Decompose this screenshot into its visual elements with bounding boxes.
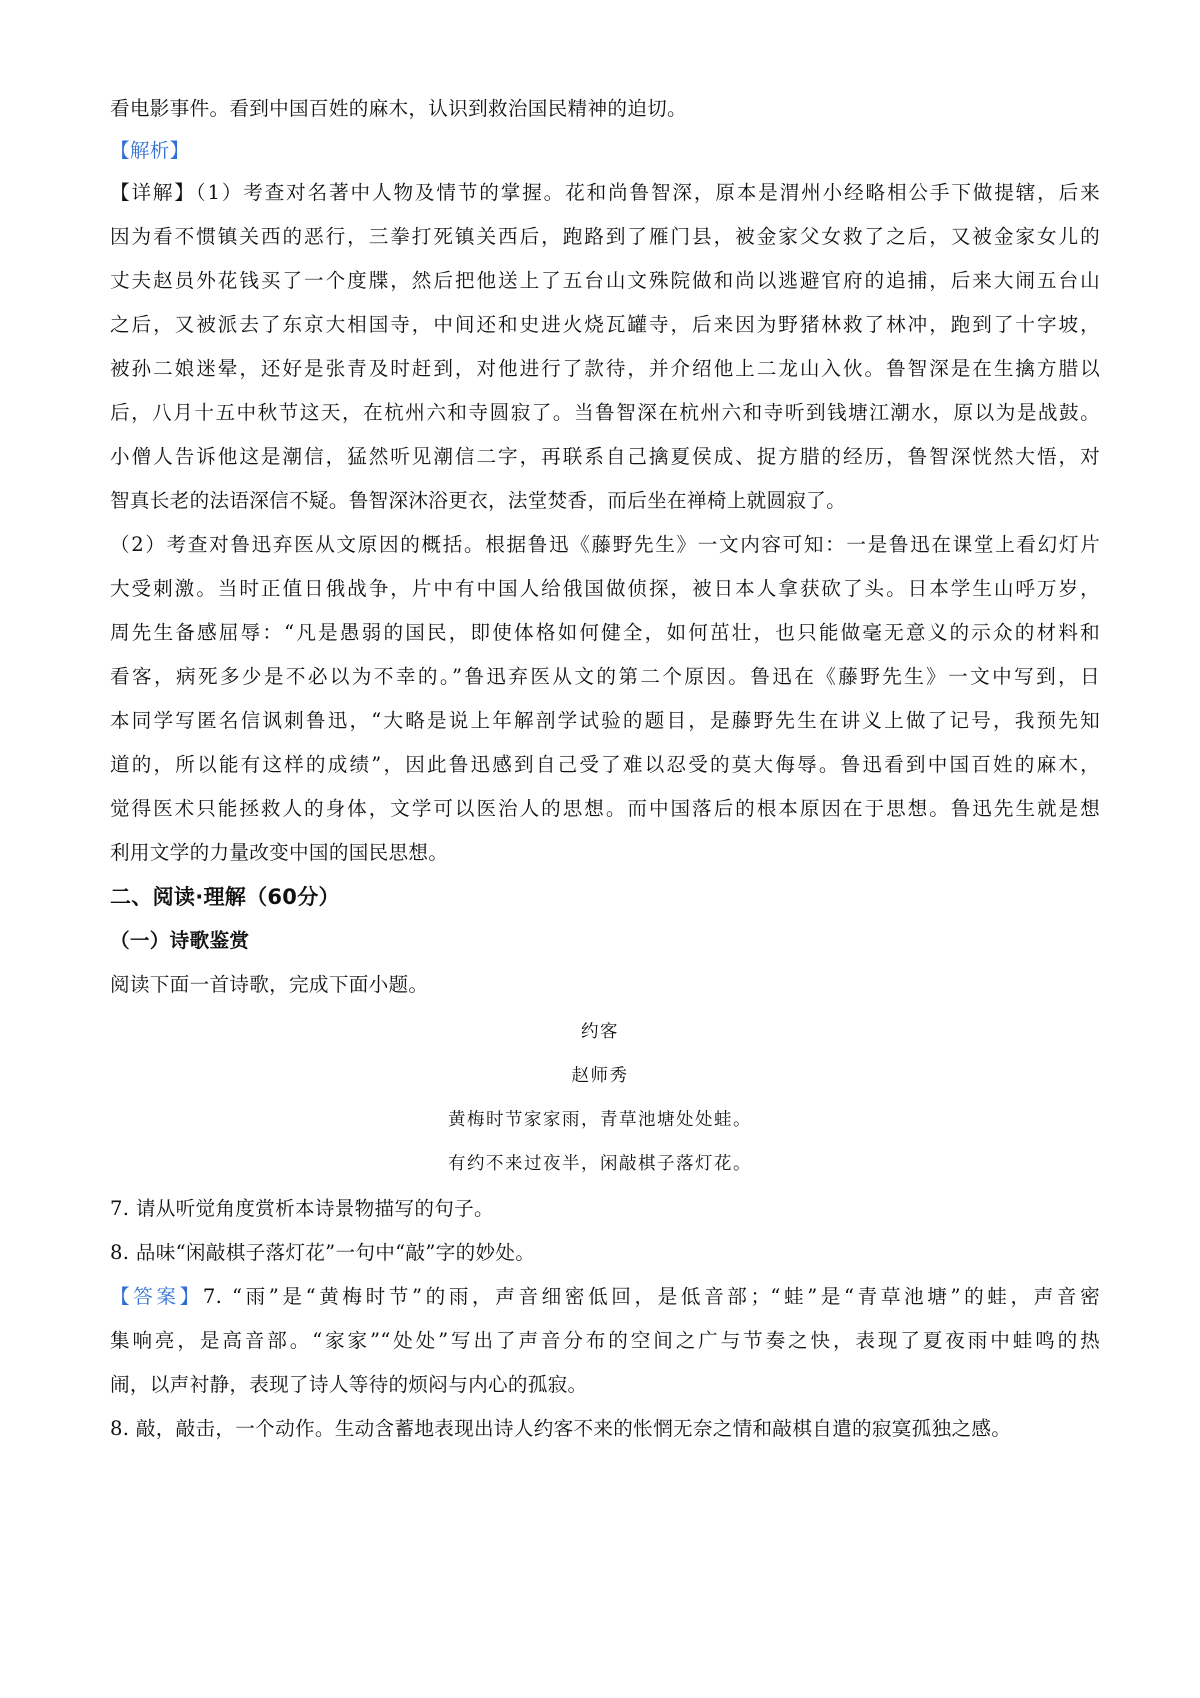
poem-line: 有约不来过夜半，闲敲棋子落灯花。 [448,1154,752,1174]
answer-line: 集响亮，是高音部。“家家”“处处”写出了声音分布的空间之广与节奏之快，表现了夏夜雨中蛙鸣的热 [110,1329,1100,1352]
detail-line: 小僧人告诉他这是潮信，猛然听见潮信二字，再联系自己擒夏侯成、捉方腊的经历，鲁智深恍然大悟，对 [110,445,1100,468]
poem-title: 约客 [581,1022,619,1042]
answer-text: 7. “雨”是“黄梅时节”的雨，声音细密低回，是低音部；“蛙”是“青草池塘”的蛙，声音密 [202,1285,1100,1308]
answer-line: 闹，以声衬静，表现了诗人等待的烦闷与内心的孤寂。 [110,1373,588,1396]
answer-line-8: 8. 敲，敲击，一个动作。生动含蓄地表现出诗人约客不来的怅惘无奈之情和敲棋自遣的寂寞孤独之感。 [110,1417,1012,1440]
poem-line: 黄梅时节家家雨，青草池塘处处蛙。 [448,1110,752,1130]
section-title: 二、阅读·理解（60分） [110,885,340,909]
detail-line: 被孙二娘迷晕，还好是张青及时赶到，对他进行了款待，并介绍他上二龙山入伙。鲁智深是在生擒方腊以 [110,357,1100,380]
question-8: 8. 品味“闲敲棋子落灯花”一句中“敲”字的妙处。 [110,1241,536,1264]
question-7: 7. 请从听觉角度赏析本诗景物描写的句子。 [110,1197,494,1220]
detail-line: 大受刺激。当时正值日俄战争，片中有中国人给俄国做侦探，被日本人拿获砍了头。日本学生山呼万岁， [110,577,1100,600]
detail-label: 【详解】 [110,181,196,204]
detail-line: （2）考查对鲁迅弃医从文原因的概括。根据鲁迅《藤野先生》一文内容可知：一是鲁迅在课堂上看幻灯片 [110,533,1100,556]
analysis-heading: 【解析】 [110,139,190,162]
detail-line: 丈夫赵员外花钱买了一个度牒，然后把他送上了五台山文殊院做和尚以逃避官府的追捕，后来大闹五台山 [110,269,1100,292]
detail-line: 本同学写匿名信讽刺鲁迅，“大略是说上年解剖学试验的题目，是藤野先生在讲义上做了记号，我预先知 [110,709,1100,732]
subsection-title: （一）诗歌鉴赏 [110,929,250,952]
detail-line: 看客，病死多少是不必以为不幸的。”鲁迅弃医从文的第二个原因。鲁迅在《藤野先生》一文中写到，日 [110,665,1100,688]
detail-line: 周先生备感屈辱：“凡是愚弱的国民，即使体格如何健全，如何茁壮，也只能做毫无意义的示众的材料和 [110,621,1100,644]
instruction: 阅读下面一首诗歌，完成下面小题。 [110,973,429,996]
detail-line [110,178,1100,208]
text-line: 看电影事件。看到中国百姓的麻木，认识到救治国民精神的迫切。 [110,97,687,120]
detail-line: 道的，所以能有这样的成绩”，因此鲁迅感到自己受了难以忍受的莫大侮辱。鲁迅看到中国百姓的麻木， [110,753,1100,776]
detail-line: 之后，又被派去了东京大相国寺，中间还和史进火烧瓦罐寺，后来因为野猪林救了林冲，跑到了十字坡， [110,313,1100,336]
answer-line [110,1282,1100,1312]
poem-author: 赵师秀 [571,1066,629,1086]
detail-line: 觉得医术只能拯救人的身体，文学可以医治人的思想。而中国落后的根本原因在于思想。鲁迅先生就是想 [110,797,1100,820]
detail-line: 利用文学的力量改变中国的国民思想。 [110,841,449,864]
detail-line: 因为看不惯镇关西的恶行，三拳打死镇关西后，跑路到了雁门县，被金家父女救了之后，又被金家女儿的 [110,225,1100,248]
detail-text: （1）考查对名著中人物及情节的掌握。花和尚鲁智深，原本是渭州小经略相公手下做提辖，后来 [195,181,1100,204]
detail-line: 后，八月十五中秋节这天，在杭州六和寺圆寂了。当鲁智深在杭州六和寺听到钱塘江潮水，原以为是战鼓。 [110,401,1100,424]
answer-label: 【答案】 [110,1285,203,1308]
detail-line: 智真长老的法语深信不疑。鲁智深沐浴更衣，法堂焚香，而后坐在禅椅上就圆寂了。 [110,489,847,512]
